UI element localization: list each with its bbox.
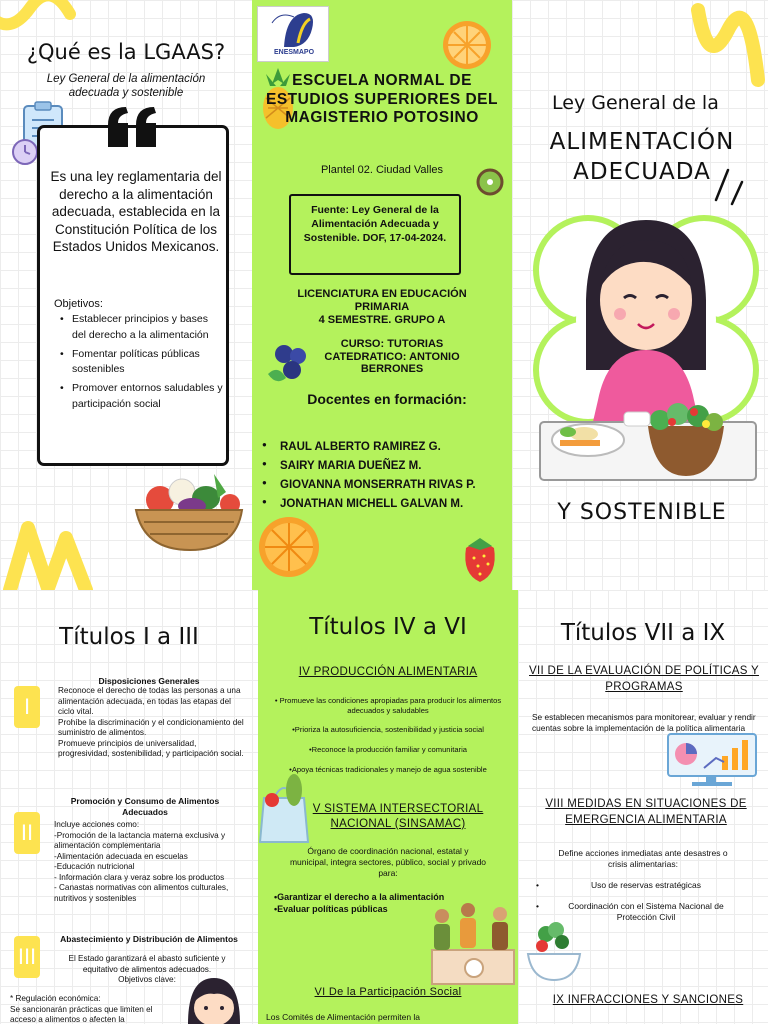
- girl-face-icon: [184, 976, 244, 1024]
- cover-line-2: ALIMENTACIÓN ADECUADA: [549, 129, 735, 185]
- panel-what-is-lgaas: [0, 0, 252, 590]
- logo-emblem-icon: [264, 9, 324, 49]
- orange-slice-icon: [256, 514, 322, 580]
- yellow-wave-decoration: [0, 510, 110, 590]
- title-4-heading: IV PRODUCCIÓN ALIMENTARIA: [298, 666, 478, 678]
- list-item: •Apoya técnicas tradicionales y manejo de agua sostenible: [289, 764, 487, 774]
- number-badge: [14, 936, 40, 978]
- title-5-text: Órgano de coordinación nacional, estatal y municipal, integra sectores, público, social y privado para:: [289, 846, 487, 878]
- bullet: •: [536, 900, 539, 911]
- objectives-list: [54, 312, 224, 416]
- orange-slice-icon: [440, 18, 494, 72]
- list-item: • Promueve las condiciones apropiadas para producir los alimentos adecuados y saludables: [274, 696, 502, 715]
- title-2-heading: Promoción y Consumo de Alimentos Adecuados: [70, 796, 220, 817]
- list-item: •Garantizar el derecho a la alimentación: [274, 892, 445, 902]
- list-item: • Promover entornos saludables y participación social: [54, 381, 224, 413]
- title-8-text: Define acciones inmediatas ante desastres o crisis alimentarias:: [558, 848, 728, 869]
- title-8-list: [532, 880, 732, 923]
- panel-school-info: [252, 0, 512, 590]
- list-item: •Evaluar políticas públicas: [274, 903, 388, 914]
- degree-info: [272, 288, 492, 328]
- number-badge-label: I: [23, 694, 31, 719]
- girl-eating-salad-illustration: [528, 200, 764, 490]
- semester-group: 4 SEMESTRE. GRUPO A: [318, 314, 446, 327]
- list-item: • Fomentar políticas públicas sostenibles: [54, 347, 224, 379]
- list-item: [532, 880, 732, 891]
- title-7-text: Se establecen mecanismos para monitorear, evaluar y rendir cuentas sobre la implementación de la política alimentaria: [532, 712, 756, 733]
- degree-name: LICENCIATURA EN EDUCACIÓN PRIMARIA: [297, 288, 467, 314]
- page-subtitle: Ley General de la alimentación adecuada y sostenible: [46, 73, 206, 100]
- list-item: ● SAIRY MARIA DUEÑEZ M.: [262, 457, 512, 476]
- definition-quote-box: [37, 125, 229, 466]
- kiwi-icon: [474, 166, 506, 198]
- number-badge: [14, 686, 40, 728]
- title-6-heading: VI De la Participación Social: [314, 986, 462, 998]
- teachers-list: [262, 438, 512, 514]
- title-2-text: Incluye acciones como: -Promoción de la lactancia materna exclusiva y alimentación complementaria -Alimentación adecuada en escuelas -Educación nutricional - Información clara y veraz sobre los productos - Canastas normativas con alimentos culturales, nutritivos y sostenibles: [54, 820, 229, 903]
- teachers-title: Docentes en formación:: [307, 391, 467, 407]
- title-3-heading: Abastecimiento y Distribución de Alimentos: [60, 934, 238, 944]
- course-info: [292, 338, 492, 376]
- source-box: Fuente: Ley General de la Alimentación Adecuada y Sostenible. DOF, 17-04-2024.: [289, 194, 461, 275]
- yellow-squiggle-decoration: [0, 0, 80, 36]
- objectives-title: Objetivos:: [54, 298, 103, 310]
- section-title: Títulos IV a VI: [309, 614, 467, 640]
- school-logo: [257, 6, 329, 62]
- salad-bowl-icon: [524, 920, 584, 982]
- title-6-text: Los Comités de Alimentación permiten la: [266, 1012, 421, 1022]
- title-1-text: Reconoce el derecho de todas las personas a una alimentación adecuada, en todas las etapas del ciclo vital. Prohíbe la discriminación y el condicionamiento del suministro de alimentos. Promueve principios de universalidad, progresividad, sostenibilidad, y participación social.: [58, 686, 244, 758]
- list-item: ● GIOVANNA MONSERRATH RIVAS P.: [262, 476, 512, 495]
- logo-text: ENESMAPO: [273, 49, 315, 56]
- list-item: •Prioriza la autosuficiencia, sostenibilidad y justicia social: [292, 725, 484, 735]
- title-9-heading: IX INFRACCIONES Y SANCIONES: [552, 994, 744, 1006]
- number-badge: [14, 812, 40, 854]
- definition-text: Es una ley reglamentaria del derecho a la alimentación adecuada, establecida en la Constitución Política de los Estados Unidos Mexicanos.: [50, 169, 222, 255]
- title-3-text-2: * Regulación económica: Se sancionarán prácticas que limiten el acceso a alimentos o afecten la: [10, 994, 153, 1024]
- cover-line-3: Y SOSTENIBLE: [557, 500, 727, 525]
- list-item-text: Coordinación con el Sistema Nacional de Protección Civil: [568, 900, 724, 922]
- monitor-chart-icon: [662, 730, 762, 788]
- title-7-heading: VII DE LA EVALUACIÓN DE POLÍTICAS Y PROGRAMAS: [529, 665, 759, 693]
- title-3-text: El Estado garantizará el abasto suficiente y equitativo de alimentos adecuados. Objetivos clave:: [68, 954, 226, 984]
- section-title: Títulos I a III: [59, 624, 199, 650]
- panel-titles-1-3: [0, 590, 258, 1024]
- list-item-text: Uso de reservas estratégicas: [590, 880, 702, 890]
- strawberry-icon: [458, 534, 502, 584]
- list-item: • Establecer principios y bases del derecho a la alimentación: [54, 312, 224, 344]
- community-food-stall-illustration: [430, 900, 516, 986]
- yellow-squiggle-decoration: [688, 0, 768, 90]
- page-title: ¿Qué es la LGAAS?: [26, 40, 226, 64]
- panel-cover: [512, 0, 768, 590]
- number-badge-label: II: [20, 820, 34, 845]
- list-item: ● RAUL ALBERTO RAMIREZ G.: [262, 438, 512, 457]
- panel-titles-7-9: [518, 590, 768, 1024]
- list-item: ● JONATHAN MICHELL GALVAN M.: [262, 495, 512, 514]
- title-8-heading: VIII MEDIDAS EN SITUACIONES DE EMERGENCIA ALIMENTARIA: [545, 798, 747, 827]
- title-1-heading: Disposiciones Generales: [98, 676, 200, 686]
- number-badge-label: III: [17, 944, 37, 969]
- section-title: Títulos VII a IX: [560, 620, 726, 646]
- title-4-list: [266, 696, 510, 775]
- school-name: ESCUELA NORMAL DE ESTUDIOS SUPERIORES DEL MAGISTERIO POTOSINO: [266, 72, 498, 127]
- cover-line-1: Ley General de la: [552, 92, 719, 114]
- bullet: •: [536, 880, 539, 890]
- course-name: CURSO: TUTORIAS: [340, 338, 444, 350]
- campus-name: Plantel 02. Ciudad Valles: [320, 164, 444, 176]
- title-5-heading: V SISTEMA INTERSECTORIAL NACIONAL (SINSAMAC): [312, 803, 484, 830]
- vegetable-basket-illustration: [130, 462, 248, 552]
- list-item: •Reconoce la producción familiar y comunitaria: [309, 745, 467, 755]
- teacher-name: CATEDRATICO: ANTONIO BERRONES: [324, 350, 460, 376]
- quote-mark-icon: [104, 105, 164, 149]
- panel-titles-4-6: [258, 590, 518, 1024]
